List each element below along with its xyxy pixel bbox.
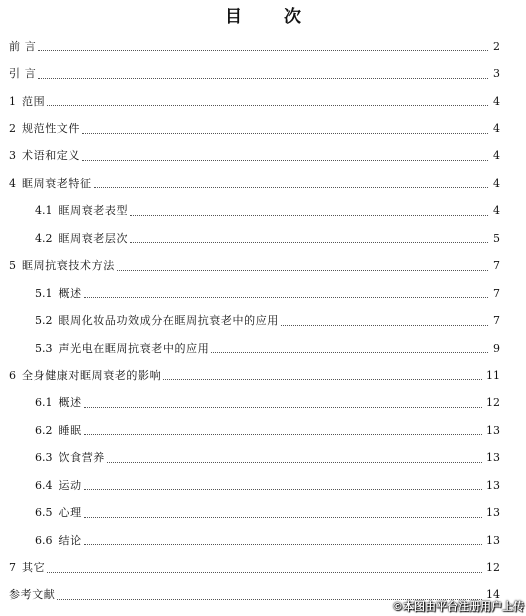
toc-entry-number: 6.4 <box>35 478 53 492</box>
toc-entry-page-number: 13 <box>486 478 500 492</box>
toc-entry[interactable] <box>0 499 526 526</box>
toc-entry-number: 6.5 <box>35 506 53 520</box>
toc-entry[interactable] <box>0 527 526 554</box>
toc-entry[interactable] <box>0 280 526 307</box>
toc-entry-page-number: 3 <box>493 67 500 81</box>
toc-entry-number: 6 <box>9 368 16 382</box>
toc-dot-leader <box>84 407 482 408</box>
toc-entry-number: 6.1 <box>35 396 53 410</box>
toc-entry-number: 6.2 <box>35 423 53 437</box>
toc-entry-page-number: 12 <box>486 396 500 410</box>
toc-entry[interactable] <box>0 198 526 225</box>
upload-watermark: ©本图由平台注册用户上传 <box>392 600 524 613</box>
toc-entry-label: 眼周化妆品功效成分在眶周抗衰老中的应用 <box>58 314 279 328</box>
toc-entry-label: 术语和定义 <box>22 149 80 163</box>
toc-dot-leader <box>38 50 488 51</box>
toc-dot-leader <box>130 242 488 243</box>
toc-dot-leader <box>163 379 482 380</box>
toc-entry-label: 其它 <box>22 561 46 575</box>
toc-title: 目 次 <box>225 7 319 27</box>
toc-dot-leader <box>47 572 482 573</box>
toc-entry[interactable] <box>0 115 526 142</box>
toc-entry-page-number: 7 <box>493 286 500 300</box>
toc-entry-page-number: 13 <box>486 506 500 520</box>
toc-entry-page-number: 5 <box>493 231 500 245</box>
toc-entry-label: 概述 <box>58 396 82 410</box>
toc-entry[interactable] <box>0 253 526 280</box>
toc-dot-leader <box>107 462 482 463</box>
toc-list <box>0 33 526 609</box>
toc-dot-leader <box>211 352 488 353</box>
toc-dot-leader <box>82 160 488 161</box>
toc-entry-label: 眶周衰老层次 <box>58 231 129 245</box>
toc-entry[interactable] <box>0 335 526 362</box>
toc-entry-label: 范围 <box>22 94 46 108</box>
toc-entry-label: 结论 <box>58 533 82 547</box>
toc-entry[interactable] <box>0 170 526 197</box>
toc-dot-leader <box>84 517 482 518</box>
toc-entry-label: 规范性文件 <box>22 122 80 136</box>
toc-entry-label: 概述 <box>58 286 82 300</box>
toc-entry-number: 6.6 <box>35 533 53 547</box>
toc-entry-number: 2 <box>9 122 16 136</box>
toc-dot-leader <box>47 105 488 106</box>
toc-entry-label: 心理 <box>58 506 82 520</box>
toc-entry[interactable] <box>0 60 526 87</box>
toc-dot-leader <box>94 187 488 188</box>
toc-dot-leader <box>38 78 488 79</box>
toc-entry-label: 全身健康对眶周衰老的影响 <box>22 368 162 382</box>
toc-entry-page-number: 4 <box>493 94 500 108</box>
toc-entry-number: 6.3 <box>35 451 53 465</box>
toc-entry-label: 眶周衰老特征 <box>22 176 92 190</box>
toc-entry-page-number: 4 <box>493 149 500 163</box>
toc-entry-page-number: 4 <box>493 176 500 190</box>
toc-dot-leader <box>281 325 488 326</box>
toc-entry-number: 3 <box>9 149 16 163</box>
toc-dot-leader <box>84 297 488 298</box>
toc-dot-leader <box>84 544 482 545</box>
toc-entry-label: 饮食营养 <box>58 451 105 465</box>
toc-entry-number: 5 <box>9 259 16 273</box>
toc-entry-page-number: 4 <box>493 204 500 218</box>
toc-entry[interactable] <box>0 417 526 444</box>
toc-entry[interactable] <box>0 225 526 252</box>
toc-entry-page-number: 12 <box>486 561 500 575</box>
toc-entry-number: 5.1 <box>35 286 53 300</box>
toc-entry-number: 7 <box>9 561 16 575</box>
toc-entry[interactable] <box>0 390 526 417</box>
toc-entry-page-number: 7 <box>493 259 500 273</box>
toc-entry-page-number: 13 <box>486 423 500 437</box>
toc-entry-number: 1 <box>9 94 16 108</box>
toc-entry-number: 4 <box>9 176 16 190</box>
toc-entry-page-number: 14 <box>486 588 500 602</box>
toc-entry-label: 声光电在眶周抗衰老中的应用 <box>58 341 210 355</box>
toc-entry[interactable] <box>0 33 526 60</box>
toc-entry-page-number: 13 <box>486 451 500 465</box>
toc-entry-page-number: 7 <box>493 314 500 328</box>
toc-entry-label: 眶周抗衰技术方法 <box>22 259 115 273</box>
toc-entry[interactable] <box>0 307 526 334</box>
toc-entry-number: 5.2 <box>35 314 53 328</box>
toc-entry-label: 睡眠 <box>58 423 82 437</box>
toc-entry-number: 4.1 <box>35 204 53 218</box>
toc-entry[interactable] <box>0 472 526 499</box>
toc-entry-page-number: 13 <box>486 533 500 547</box>
toc-dot-leader <box>82 133 488 134</box>
toc-entry[interactable] <box>0 445 526 472</box>
toc-dot-leader <box>130 215 488 216</box>
toc-entry-page-number: 4 <box>493 122 500 136</box>
toc-entry[interactable] <box>0 362 526 389</box>
toc-entry[interactable] <box>0 554 526 581</box>
toc-entry-label: 引 言 <box>9 67 37 81</box>
toc-entry-number: 4.2 <box>35 231 53 245</box>
toc-entry-label: 眶周衰老表型 <box>58 204 129 218</box>
toc-entry-label: 运动 <box>58 478 82 492</box>
toc-dot-leader <box>84 434 482 435</box>
toc-entry-page-number: 2 <box>493 39 500 53</box>
toc-dot-leader <box>84 489 482 490</box>
toc-entry[interactable] <box>0 143 526 170</box>
toc-entry-label: 参考文献 <box>9 588 56 602</box>
toc-entry[interactable] <box>0 88 526 115</box>
toc-dot-leader <box>117 270 488 271</box>
toc-entry-label: 前 言 <box>9 39 37 53</box>
toc-entry-page-number: 11 <box>486 368 500 382</box>
toc-entry-page-number: 9 <box>493 341 500 355</box>
toc-entry-number: 5.3 <box>35 341 53 355</box>
